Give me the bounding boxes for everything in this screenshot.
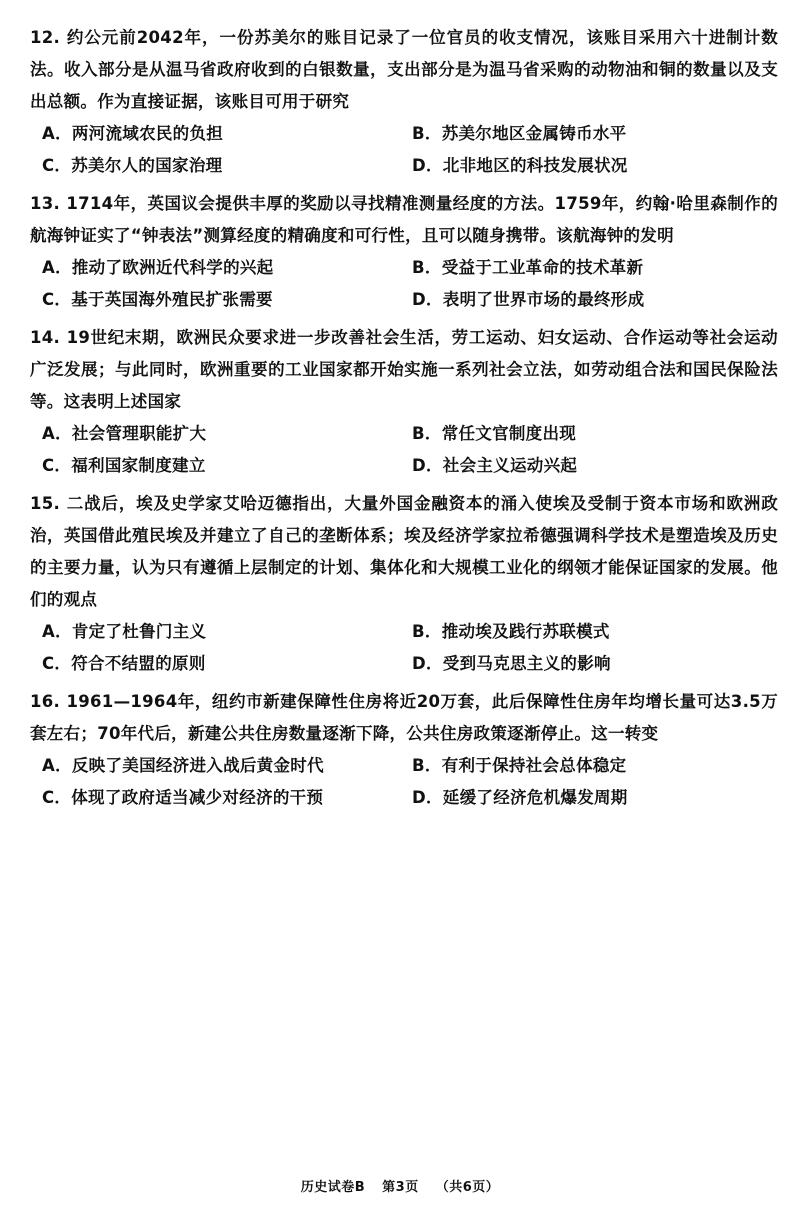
question-stem: 14. 19世纪末期，欧洲民众要求进一步改善社会生活，劳工运动、妇女运动、合作运动等社会运动广泛发展；与此同时，欧洲重要的工业国家都开始实施一系列社会立法，如劳动组合法和国民保险法等。这表明上述国家 [30,328,778,411]
option-grid [32,118,778,182]
option-text: 符合不结盟的原则 [71,654,206,673]
option-text: 推动埃及践行苏联模式 [441,622,610,641]
option-key: C． [42,654,72,673]
option-c[interactable] [32,150,402,182]
option-text: 肯定了杜鲁门主义 [71,622,207,641]
option-text: 社会管理职能扩大 [71,424,207,443]
option-key: C． [42,290,72,309]
option-text: 推动了欧洲近代科学的兴起 [71,258,274,277]
footer-total-pages: （共6页） [435,1180,500,1195]
option-key: D． [412,290,443,309]
question-15 [30,488,778,680]
option-key: A． [42,424,72,443]
option-text: 体现了政府适当减少对经济的干预 [71,788,324,807]
option-key: D． [412,156,443,175]
option-d[interactable] [402,782,772,814]
option-b[interactable] [402,750,772,782]
option-grid [32,616,778,680]
option-c[interactable] [32,782,402,814]
option-text: 两河流域农民的负担 [71,124,224,143]
option-d[interactable] [402,150,772,182]
option-text: 反映了美国经济进入战后黄金时代 [71,756,324,775]
footer-subject: 历史试卷B [300,1180,366,1195]
option-key: D． [412,788,443,807]
option-key: B． [412,622,442,641]
option-d[interactable] [402,450,772,482]
option-d[interactable] [402,284,772,316]
option-a[interactable] [32,750,402,782]
option-key: C． [42,156,72,175]
option-text: 苏美尔地区金属铸币水平 [441,124,627,143]
question-13 [30,188,778,316]
option-grid [32,252,778,316]
option-key: D． [412,654,443,673]
option-text: 北非地区的科技发展状况 [442,156,628,175]
question-stem: 13. 1714年，英国议会提供丰厚的奖励以寻找精准测量经度的方法。1759年，约翰·哈里森制作的航海钟证实了“钟表法”测算经度的精确度和可行性，且可以随身携带。该航海钟的发明 [30,194,778,245]
page-footer [0,1176,800,1195]
option-a[interactable] [32,418,402,450]
option-text: 常任文官制度出现 [441,424,577,443]
question-12 [30,22,778,182]
option-a[interactable] [32,252,402,284]
option-c[interactable] [32,648,402,680]
question-stem: 15. 二战后，埃及史学家艾哈迈德指出，大量外国金融资本的涌入使埃及受制于资本市场和欧洲政治，英国借此殖民埃及并建立了自己的垄断体系；埃及经济学家拉希德强调科学技术是塑造埃及历史的主要力量，认为只有遵循上层制定的计划、集体化和大规模工业化的纲领才能保证国家的发展。他们的观点 [30,494,778,609]
option-key: B． [412,258,442,277]
option-text: 受益于工业革命的技术革新 [441,258,644,277]
option-grid [32,750,778,814]
option-text: 表明了世界市场的最终形成 [442,290,645,309]
option-b[interactable] [402,418,772,450]
option-a[interactable] [32,118,402,150]
option-grid [32,418,778,482]
option-key: B． [412,424,442,443]
option-text: 受到马克思主义的影响 [442,654,611,673]
option-b[interactable] [402,252,772,284]
option-key: C． [42,456,72,475]
option-d[interactable] [402,648,772,680]
option-c[interactable] [32,450,402,482]
option-key: C． [42,788,72,807]
question-14 [30,322,778,482]
question-stem: 12. 约公元前2042年，一份苏美尔的账目记录了一位官员的收支情况，该账目采用六十进制计数法。收入部分是从温马省政府收到的白银数量，支出部分是为温马省采购的动物油和铜的数量以及支出总额。作为直接证据，该账目可用于研究 [30,28,778,111]
footer-page-number: 第3页 [382,1180,419,1195]
question-16 [30,686,778,814]
option-key: A． [42,124,72,143]
option-key: D． [412,456,443,475]
option-text: 延缓了经济危机爆发周期 [442,788,628,807]
option-text: 基于英国海外殖民扩张需要 [71,290,273,309]
option-a[interactable] [32,616,402,648]
question-stem: 16. 1961—1964年，纽约市新建保障性住房将近20万套，此后保障性住房年均增长量可达3.5万套左右；70年代后，新建公共住房数量逐渐下降，公共住房政策逐渐停止。这一转变 [30,692,778,743]
option-key: A． [42,622,72,641]
option-key: B． [412,756,442,775]
option-b[interactable] [402,616,772,648]
option-text: 有利于保持社会总体稳定 [441,756,627,775]
option-key: B． [412,124,442,143]
option-key: A． [42,258,72,277]
option-key: A． [42,756,72,775]
option-text: 苏美尔人的国家治理 [71,156,223,175]
option-text: 福利国家制度建立 [71,456,206,475]
option-text: 社会主义运动兴起 [442,456,578,475]
option-b[interactable] [402,118,772,150]
option-c[interactable] [32,284,402,316]
